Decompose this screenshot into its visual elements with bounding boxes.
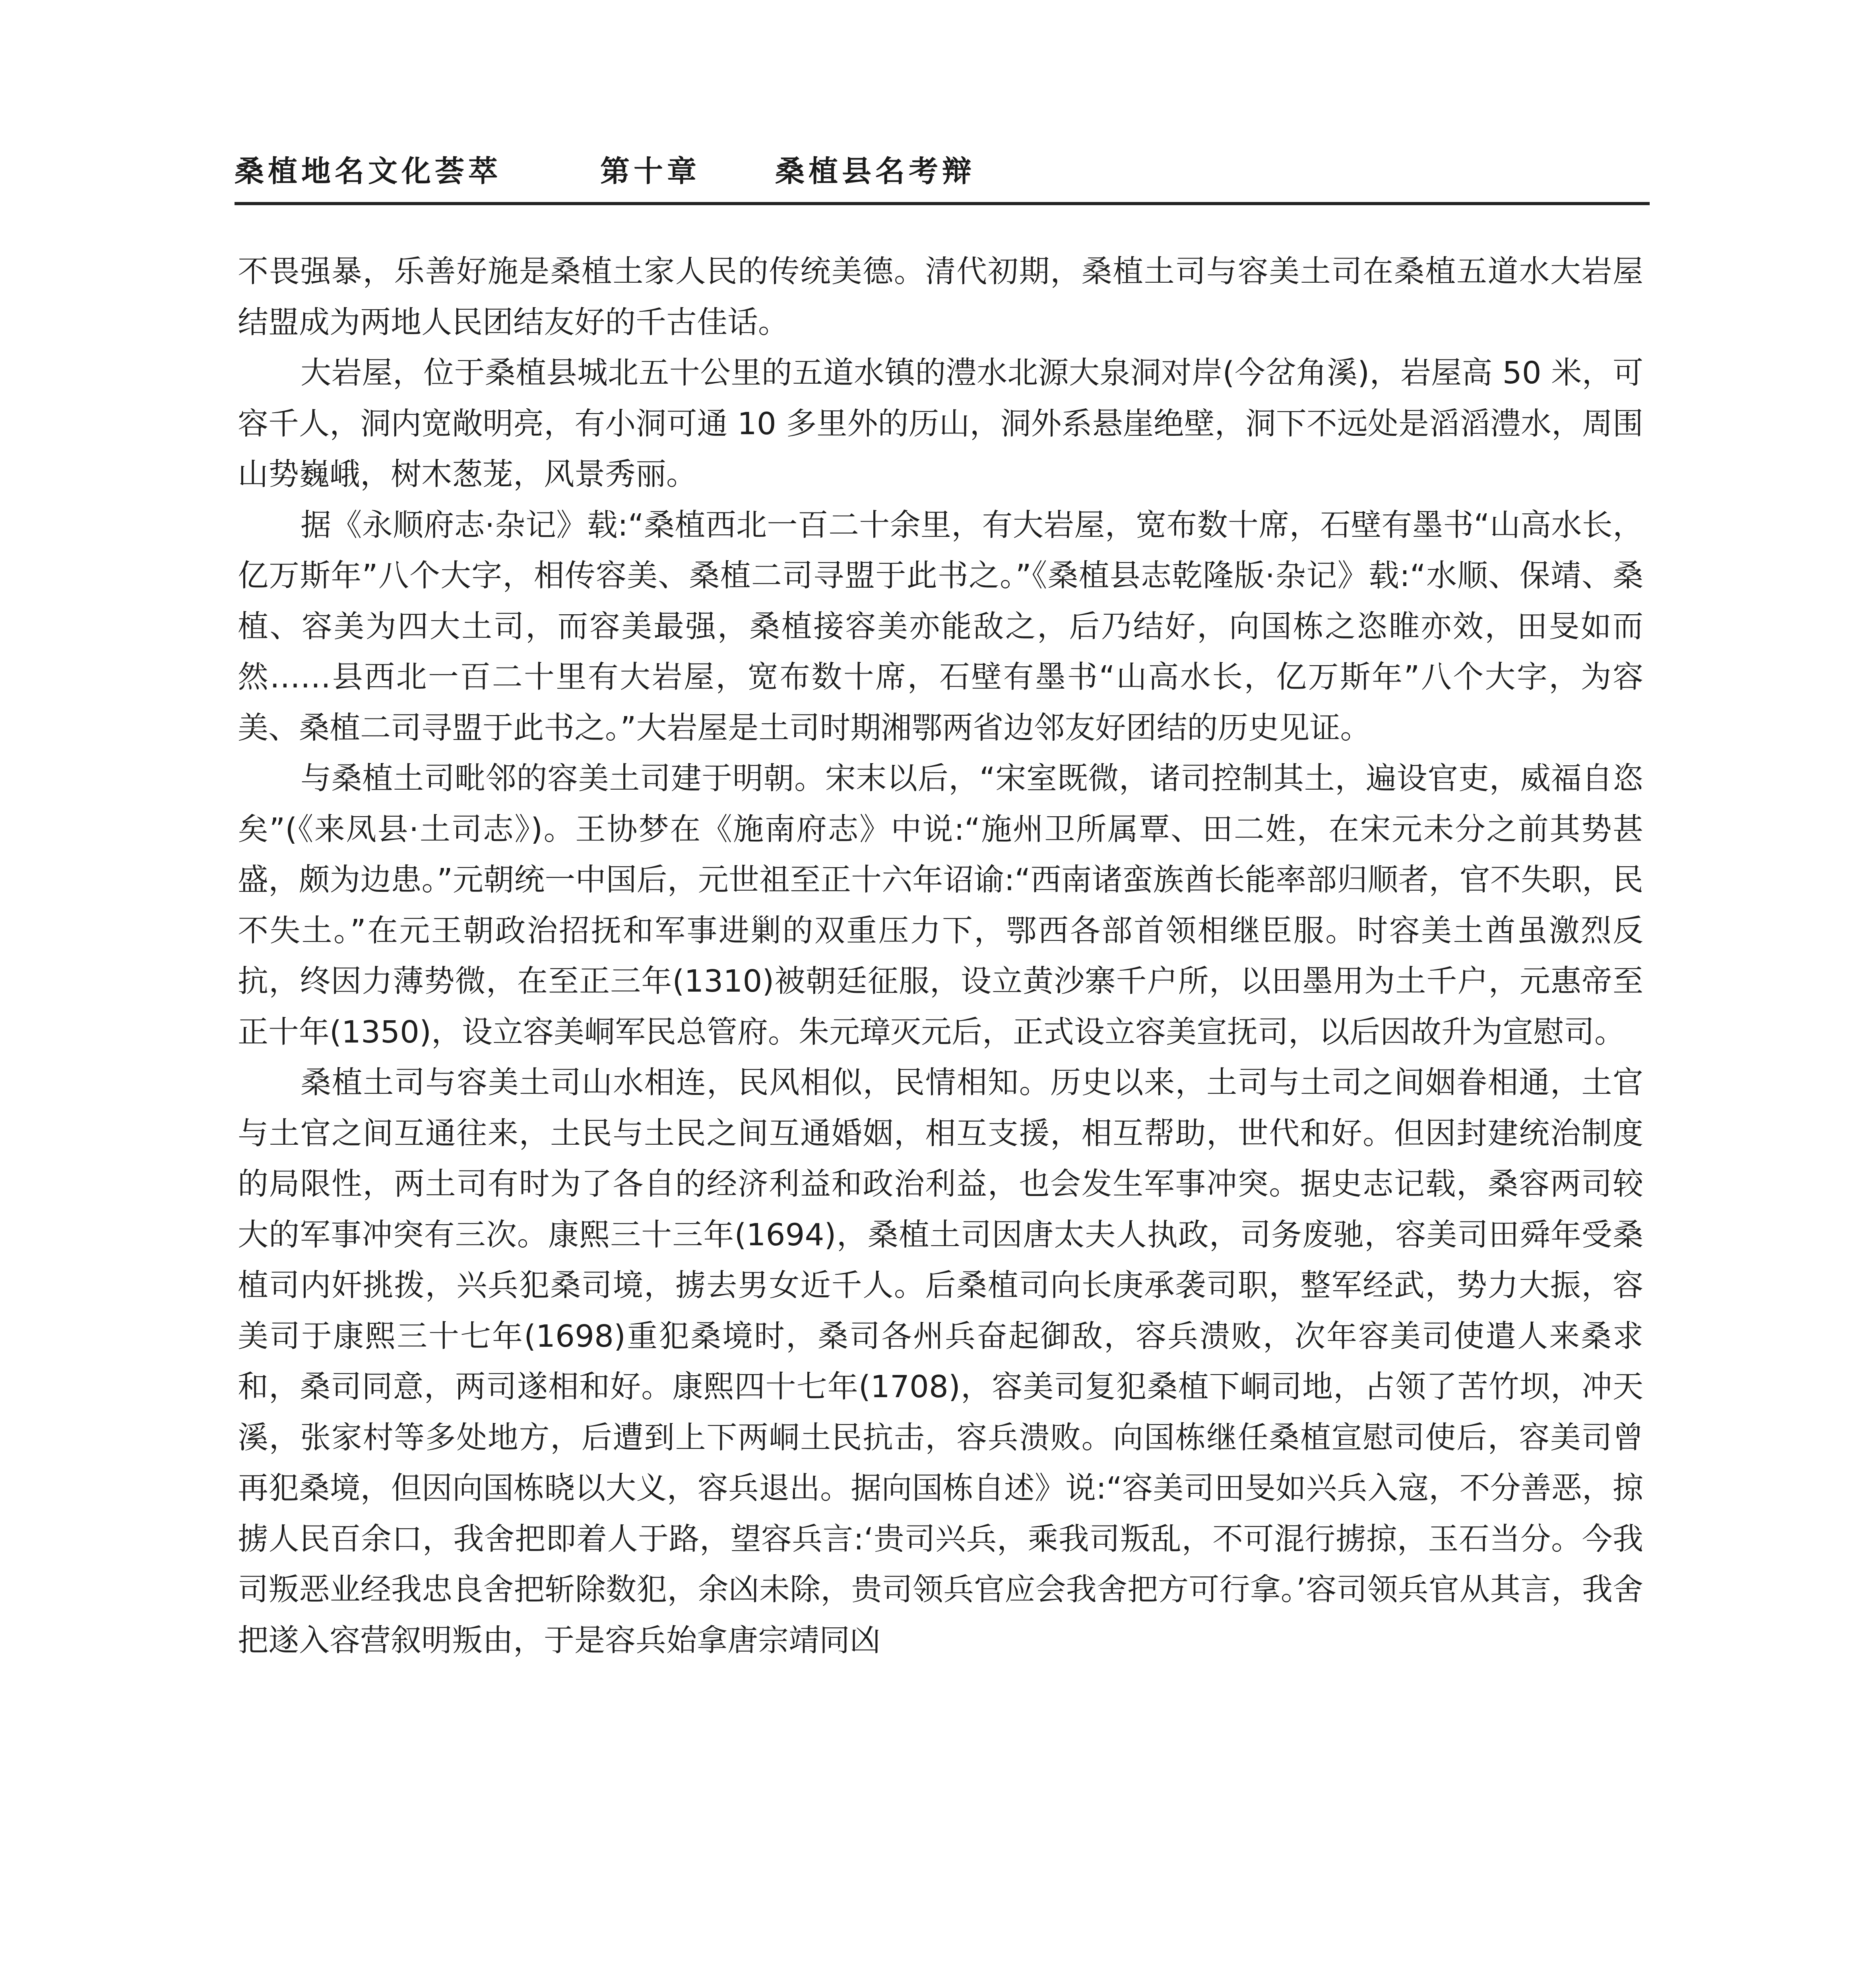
paragraph-5: 桑植土司与容美土司山水相连，民风相似，民情相知。历史以来，土司与土司之间姻眷相通，土官与土官之间互通往来，土民与土民之间互通婚姻，相互支援，相互帮助，世代和好。但因封建统治制度的局限性，两土司有时为了各自的经济利益和政治利益，也会发生军事冲突。据史志记载，桑容两司较大的军事冲突有三次。康熙三十三年(1694)，桑植土司因唐太夫人执政，司务废驰，容美司田舜年受桑植司内奸挑拨，兴兵犯桑司境，掳去男女近千人。后桑植司向长庚承袭司职，整军经武，势力大振，容美司于康熙三十七年(1698)重犯桑境时，桑司各州兵奋起御敌，容兵溃败，次年容美司使遣人来桑求和，桑司同意，两司遂相和好。康熙四十七年(1708)，容美司复犯桑植下峒司地，占领了苦竹坝，冲天溪，张家村等多处地方，后遭到上下两峒土民抗击，容兵溃败。向国栋继任桑植宣慰司使后，容美司曾再犯桑境，但因向国栋晓以大义，容兵退出。据向国栋自述》说:“容美司田旻如兴兵入寇，不分善恶，掠掳人民百余口，我舍把即着人于路，望容兵言:‘贵司兴兵，乘我司叛乱，不可混行掳掠，玉石当分。今我司叛恶业经我忠良舍把斩除数犯，余凶未除，贵司领兵官应会我舍把方可行拿。’容司领兵官从其言，我舍把遂入容营叙明叛由，于是容兵始拿唐宗靖同凶 xyxy=(238,1065,1643,1658)
running-header xyxy=(235,148,1650,196)
paragraph-1: 不畏强暴，乐善好施是桑植土家人民的传统美德。清代初期，桑植土司与容美土司在桑植五道水大岩屋结盟成为两地人民团结友好的千古佳话。 xyxy=(238,254,1643,340)
header-chapter: 第十章 xyxy=(600,154,700,188)
header-book-title: 桑植地名文化荟萃 xyxy=(235,154,502,188)
paragraph-4: 与桑植土司毗邻的容美土司建于明朝。宋末以后，“宋室既微，诸司控制其土，遍设官吏，威福自恣矣”(《来凤县·土司志》)。王协梦在《施南府志》中说:“施州卫所属覃、田二姓，在宋元未分之前其势甚盛，颇为边患。”元朝统一中国后，元世祖至正十六年诏谕:“西南诸蛮族酋长能率部归顺者，官不失职，民不失土。”在元王朝政治招抚和军事进剿的双重压力下，鄂西各部首领相继臣服。时容美土酋虽激烈反抗，终因力薄势微，在至正三年(1310)被朝廷征服，设立黄沙寨千户所，以田墨用为土千户，元惠帝至正十年(1350)，设立容美峒军民总管府。朱元璋灭元后，正式设立容美宣抚司，以后因故升为宣慰司。 xyxy=(238,761,1643,1050)
header-divider xyxy=(235,202,1650,205)
paragraph-3: 据《永顺府志·杂记》载:“桑植西北一百二十余里，有大岩屋，宽布数十席，石壁有墨书“山高水长，亿万斯年”八个大字，相传容美、桑植二司寻盟于此书之。”《桑植县志乾隆版·杂记》载:“水顺、保靖、桑植、容美为四大土司，而容美最强，桑植接容美亦能敌之，后乃结好，向国栋之恣睢亦效，田旻如而然……县西北一百二十里有大岩屋，宽布数十席，石壁有墨书“山高水长，亿万斯年”八个大字，为容美、桑植二司寻盟于此书之。”大岩屋是土司时期湘鄂两省边邻友好团结的历史见证。 xyxy=(238,507,1643,746)
body-text xyxy=(238,247,1643,1666)
paragraph-2: 大岩屋，位于桑植县城北五十公里的五道水镇的澧水北源大泉洞对岸(今岔角溪)，岩屋高 50 米，可容千人，洞内宽敞明亮，有小洞可通 10 多里外的历山，洞外系悬崖绝壁，洞下不远处是滔滔澧水，周围山势巍峨，树木葱茏，风景秀丽。 xyxy=(238,355,1643,492)
header-section-title: 桑植县名考辩 xyxy=(775,154,975,188)
